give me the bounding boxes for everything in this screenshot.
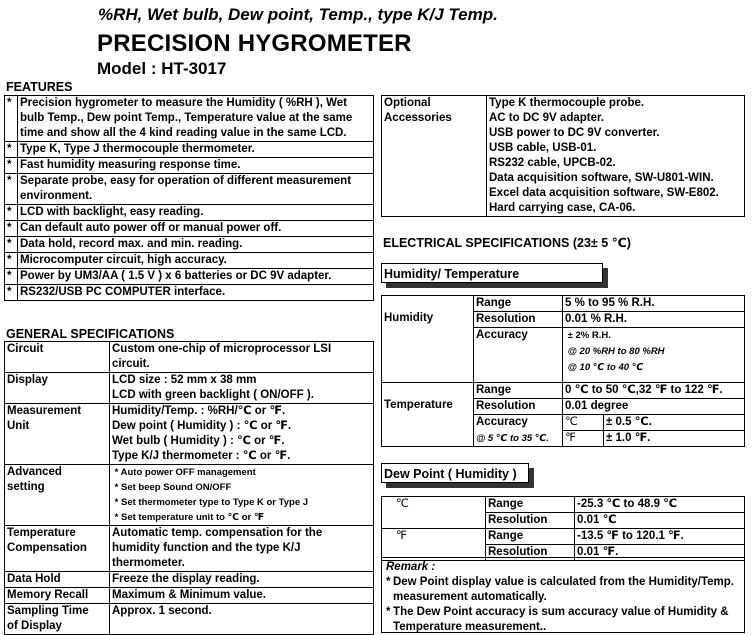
resolution-label: Resolution	[474, 312, 563, 328]
features-heading: FEATURES	[6, 80, 73, 94]
humidity-resolution: 0.01 % R.H.	[563, 312, 745, 328]
spec-label: Data Hold	[5, 572, 110, 588]
spec-value: Automatic temp. compensation for the humidity function and the type K/J thermometer.	[110, 526, 374, 572]
range-label: Range	[486, 529, 575, 545]
humidity-range: 5 % to 95 % R.H.	[563, 296, 745, 312]
features-table: * Precision hygrometer to measure the Humidity ( %RH ), Wet bulb Temp., Dew point Temp., Temperature value at the same time and show all the 4 kind reading value in the same LCD. * Type K, Type J thermocouple thermometer. * Fast humidity measuring response time. * Separate probe, easy for operation of different measurement environment. * LCD with backlight, easy reading. * Can default auto power off or manual power off. * Data hold, record max. and min. reading. * Microcomputer circuit, high accuracy. * Power by UM3/AA ( 1.5 V ) x 6 batteries or DC 9V adapter. * RS232/USB PC COMPUTER interface.	[4, 95, 374, 301]
dew-point-f-resolution: 0.01 ℉.	[575, 545, 745, 561]
humidity-accuracy: ± 2% R.H. @ 20 %RH to 80 %RH @ 10 ℃ to 40 ℃	[563, 328, 745, 383]
general-spec-table	[4, 341, 374, 635]
range-label: Range	[474, 296, 563, 312]
product-title: PRECISION HYGROMETER	[97, 30, 412, 57]
unit-celsius: ℃	[563, 415, 604, 431]
unit-fahrenheit: ℉	[382, 529, 486, 561]
range-label: Range	[486, 497, 575, 513]
spec-value: LCD size : 52 mm x 38 mm LCD with green backlight ( ON/OFF ).	[110, 373, 374, 404]
feature-item: RS232/USB PC COMPUTER interface.	[18, 285, 374, 301]
resolution-label: Resolution	[474, 399, 563, 415]
dew-point-c-range: -25.3 ℃ to 48.9 ℃	[575, 497, 745, 513]
spec-label: Advanced setting	[5, 465, 110, 526]
feature-item: Separate probe, easy for operation of different measurement environment.	[18, 174, 374, 205]
feature-item: Data hold, record max. and min. reading.	[18, 237, 374, 253]
resolution-label: Resolution	[486, 545, 575, 561]
humidity-temp-title: Humidity/ Temperature	[381, 263, 603, 283]
spec-value: Custom one-chip of microprocessor LSI circuit.	[110, 342, 374, 373]
temperature-range: 0 ℃ to 50 ℃,32 ℉ to 122 ℉.	[563, 383, 745, 399]
spec-value: Maximum & Minimum value.	[110, 588, 374, 604]
unit-celsius: ℃	[382, 497, 486, 529]
humidity-temp-table	[381, 295, 745, 447]
temperature-accuracy-c: ± 0.5 ℃.	[604, 415, 745, 431]
feature-item: LCD with backlight, easy reading.	[18, 205, 374, 221]
dew-point-c-resolution: 0.01 ℃	[575, 513, 745, 529]
electrical-heading: ELECTRICAL SPECIFICATIONS (23± 5 ℃)	[383, 236, 631, 250]
feature-item: Can default auto power off or manual power off.	[18, 221, 374, 237]
spec-label: Measurement Unit	[5, 404, 110, 465]
accessories-label: Optional Accessories	[382, 96, 487, 217]
subtitle: %RH, Wet bulb, Dew point, Temp., type K/J Temp.	[98, 5, 498, 24]
accuracy-condition: @ 5 ℃ to 35 ℃.	[474, 431, 563, 447]
accuracy-label: Accuracy	[474, 328, 563, 383]
spec-label: Temperature Compensation	[5, 526, 110, 572]
feature-item: Precision hygrometer to measure the Humidity ( %RH ), Wet bulb Temp., Dew point Temp., Temperature value at the same time and show all the 4 kind reading value in the same LCD.	[18, 96, 374, 142]
feature-item: Type K, Type J thermocouple thermometer.	[18, 142, 374, 158]
feature-item: Fast humidity measuring response time.	[18, 158, 374, 174]
resolution-label: Resolution	[486, 513, 575, 529]
spec-value: Humidity/Temp. : %RH/℃ or ℉. Dew point ( Humidity ) : ℃ or ℉. Wet bulb ( Humidity ) : ℃ or ℉. Type K/J thermometer : ℃ or ℉.	[110, 404, 374, 465]
humidity-label: Humidity	[382, 296, 474, 383]
accuracy-label: Accuracy	[474, 415, 563, 431]
spec-value: Approx. 1 second.	[110, 604, 374, 635]
remark-item: The Dew Point accuracy is sum accuracy value of Humidity & Temperature measurement..	[393, 606, 729, 633]
remark-item: Dew Point display value is calculated from the Humidity/Temp. measurement automatically.	[392, 576, 734, 603]
remark-heading: Remark :	[386, 561, 436, 573]
spec-value: * Auto power OFF management * Set beep Sound ON/OFF * Set thermometer type to Type K or Type J * Set temperature unit to ℃ or ℉	[110, 465, 374, 526]
spec-label: Memory Recall	[5, 588, 110, 604]
temperature-resolution: 0.01 degree	[563, 399, 745, 415]
remark-box: Remark : * Dew Point display value is calculated from the Humidity/Temp. measurement automatically. * The Dew Point accuracy is sum accuracy value of Humidity & Temperature measurement..	[381, 557, 745, 633]
spec-label: Sampling Time of Display	[5, 604, 110, 635]
feature-item: Microcomputer circuit, high accuracy.	[18, 253, 374, 269]
model-number: Model : HT-3017	[97, 59, 227, 78]
dew-point-title: Dew Point ( Humidity )	[381, 463, 529, 483]
accessories-table	[381, 95, 745, 217]
feature-item: Power by UM3/AA ( 1.5 V ) x 6 batteries or DC 9V adapter.	[18, 269, 374, 285]
temperature-accuracy-f: ± 1.0 ℉.	[604, 431, 745, 447]
spec-label: Circuit	[5, 342, 110, 373]
temperature-label: Temperature	[382, 383, 474, 447]
spec-value: Freeze the display reading.	[110, 572, 374, 588]
range-label: Range	[474, 383, 563, 399]
unit-fahrenheit: ℉	[563, 431, 604, 447]
dew-point-f-range: -13.5 ℉ to 120.1 ℉.	[575, 529, 745, 545]
accessories-list: Type K thermocouple probe. AC to DC 9V adapter. USB power to DC 9V converter. USB cable, USB-01. RS232 cable, UPCB-02. Data acquisition software, SW-U801-WIN. Excel data acquisition software, SW-E802. Hard carrying case, CA-06.	[487, 96, 745, 217]
dew-point-table	[381, 496, 745, 561]
spec-label: Display	[5, 373, 110, 404]
general-heading: GENERAL SPECIFICATIONS	[6, 327, 175, 341]
